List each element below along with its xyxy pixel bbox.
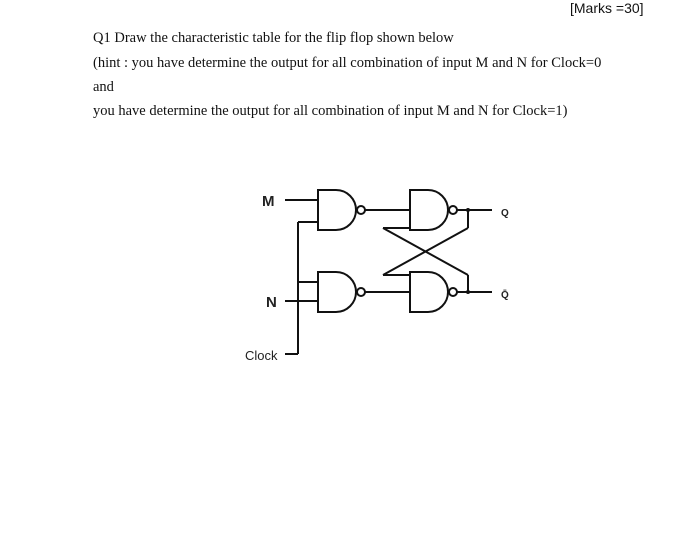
question-title: Q1 Draw the characteristic table for the flip flop shown below (93, 30, 454, 46)
question-hint-line-2: and (93, 79, 114, 95)
label-m: M (262, 193, 275, 210)
label-n: N (266, 294, 277, 311)
nand-gate-3 (410, 190, 448, 230)
nand-bubble-4 (449, 288, 457, 296)
question-hint-line-1: (hint : you have determine the output for all combination of input M and N for Clock=0 (93, 55, 602, 71)
nand-bubble-3 (449, 206, 457, 214)
nand-gate-4 (410, 272, 448, 312)
nand-bubble-2 (357, 288, 365, 296)
label-qbar: Q̄ (501, 290, 509, 301)
junction-qbar (466, 290, 470, 294)
nand-bubble-1 (357, 206, 365, 214)
junction-q (466, 208, 470, 212)
nand-gate-1 (318, 190, 356, 230)
label-clock: Clock (245, 348, 278, 363)
label-q: Q (501, 208, 509, 219)
nand-gate-2 (318, 272, 356, 312)
marks-label: [Marks =30] (570, 0, 644, 16)
question-hint-line-3: you have determine the output for all combination of input M and N for Clock=1) (93, 103, 568, 119)
